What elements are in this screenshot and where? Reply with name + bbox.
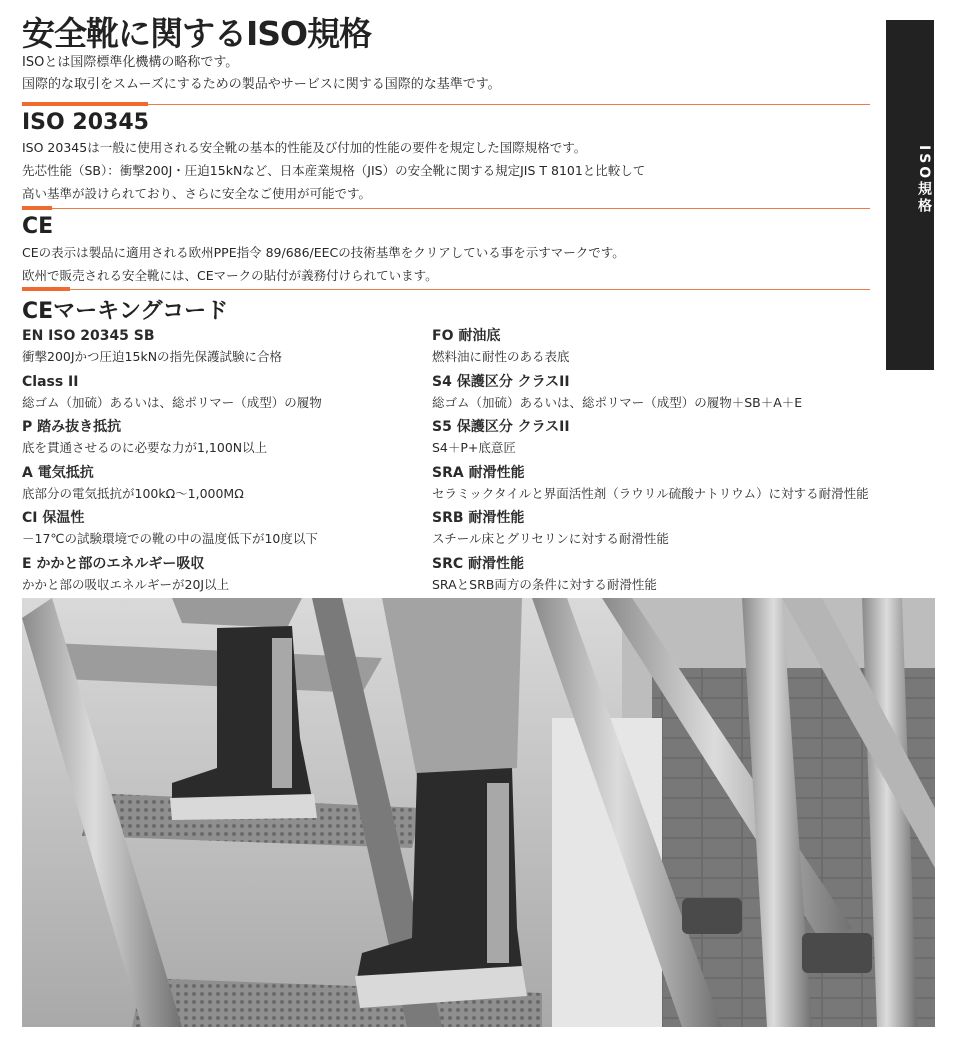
code-desc: 総ゴム（加硫）あるいは、総ポリマー（成型）の履物＋SB＋A＋E bbox=[432, 394, 803, 410]
code-item bbox=[432, 326, 902, 372]
code-desc: 衝撃200Jかつ圧迫15kNの指先保護試験に合格 bbox=[22, 349, 283, 364]
code-desc: かかと部の吸収エネルギーが20J以上 bbox=[22, 576, 230, 592]
code-desc: 総ゴム（加硫）あるいは、総ポリマー（成型）の履物 bbox=[22, 394, 322, 410]
code-item bbox=[432, 417, 902, 463]
divider-accent bbox=[22, 287, 70, 291]
intro bbox=[22, 52, 501, 96]
code-item bbox=[22, 372, 422, 418]
code-desc: 底部分の電気抵抗が100kΩ～1,000MΩ bbox=[22, 485, 244, 501]
ce-body bbox=[22, 241, 625, 287]
ce-heading: CE bbox=[22, 214, 54, 239]
code-list-right bbox=[432, 326, 902, 599]
ce-line: 欧州で販売される安全靴には、CEマークの貼付が義務付けられています。 bbox=[22, 268, 438, 283]
code-name: S5 保護区分 クラスII bbox=[432, 419, 570, 435]
section-divider bbox=[22, 289, 870, 290]
section-divider bbox=[22, 104, 870, 105]
scaffold-boots-photo bbox=[22, 598, 935, 1027]
code-name: SRB 耐滑性能 bbox=[432, 510, 525, 526]
iso-line: 先芯性能（SB）：衝撃200J・圧迫15kNなど、日本産業規格（JIS）の安全靴に関する規定JIS T 8101と比較して bbox=[22, 163, 646, 178]
photo-illustration bbox=[22, 598, 935, 1027]
code-item bbox=[432, 554, 902, 600]
code-name: P 踏み抜き抵抗 bbox=[22, 419, 122, 435]
intro-line: ISOとは国際標準化機構の略称です。 bbox=[22, 55, 239, 70]
code-list-left bbox=[22, 326, 422, 599]
code-desc: スチール床とグリセリンに対する耐滑性能 bbox=[432, 531, 669, 546]
code-name: Class II bbox=[22, 373, 79, 390]
ce-line: CEの表示は製品に適用される欧州PPE指令 89/686/EECの技術基準をクリアしている事を示すマークです。 bbox=[22, 245, 625, 260]
iso-body bbox=[22, 136, 645, 205]
code-desc: SRAとSRB両方の条件に対する耐滑性能 bbox=[432, 576, 657, 592]
code-name: FO 耐油底 bbox=[432, 328, 501, 344]
code-name: A 電気抵抗 bbox=[22, 464, 94, 481]
code-item bbox=[432, 508, 902, 554]
boot-sole bbox=[170, 794, 317, 820]
section-divider bbox=[22, 208, 870, 209]
pipe-clamp bbox=[802, 933, 872, 973]
code-desc: 底を貫通させるのに必要な力が1,100N以上 bbox=[22, 440, 268, 455]
iso-line: 高い基準が設けられており、さらに安全なご使用が可能です。 bbox=[22, 186, 372, 201]
ce-marking-heading: CEマーキングコード bbox=[22, 299, 229, 324]
code-desc: セラミックタイルと界面活性剤（ラウリル硫酸ナトリウム）に対する耐滑性能 bbox=[432, 485, 869, 501]
code-item bbox=[22, 417, 422, 463]
code-name: CI 保温性 bbox=[22, 510, 85, 526]
code-desc: －17℃の試験環境での靴の中の温度低下が10度以下 bbox=[22, 531, 318, 546]
code-name: E かかと部のエネルギー吸収 bbox=[22, 555, 205, 572]
iso-heading: ISO 20345 bbox=[22, 110, 149, 135]
pipe-clamp bbox=[682, 898, 742, 934]
side-tab-label: ISO規格 bbox=[916, 145, 932, 216]
intro-line: 国際的な取引をスムーズにするための製品やサービスに関する国際的な基準です。 bbox=[22, 77, 501, 92]
iso-line: ISO 20345は一般に使用される安全靴の基本的性能及び付加的性能の要件を規定した国際規格です。 bbox=[22, 140, 587, 155]
code-desc: 燃料油に耐性のある表底 bbox=[432, 349, 570, 364]
code-item bbox=[22, 326, 422, 372]
code-item bbox=[432, 372, 902, 418]
reflective-stripe bbox=[487, 783, 509, 963]
divider-accent bbox=[22, 206, 52, 210]
code-item bbox=[22, 463, 422, 509]
code-desc: S4＋P+底意匠 bbox=[432, 440, 516, 455]
code-item bbox=[432, 463, 902, 509]
code-name: S4 保護区分 クラスII bbox=[432, 373, 570, 390]
code-name: SRA 耐滑性能 bbox=[432, 464, 525, 481]
divider-accent bbox=[22, 102, 148, 106]
reflective-stripe bbox=[272, 638, 292, 788]
page-title: 安全靴に関するISO規格 bbox=[22, 14, 372, 53]
code-name: SRC 耐滑性能 bbox=[432, 555, 525, 572]
side-tab bbox=[886, 20, 934, 370]
code-item bbox=[22, 508, 422, 554]
code-name: EN ISO 20345 SB bbox=[22, 328, 155, 344]
code-item bbox=[22, 554, 422, 600]
